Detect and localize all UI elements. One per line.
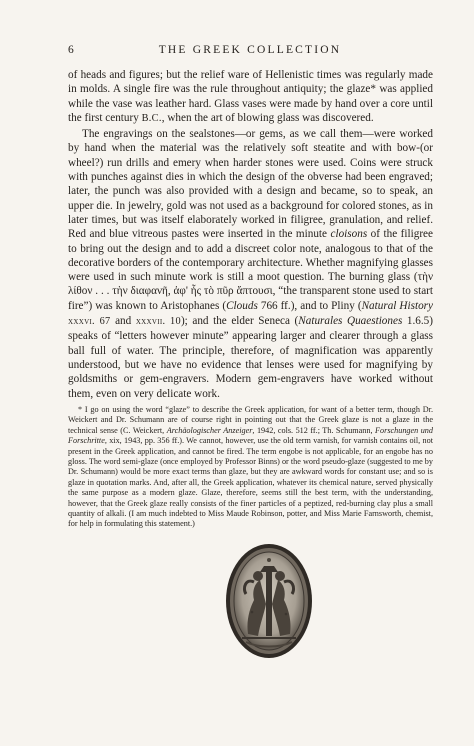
page-number: 6	[68, 44, 76, 56]
main-text	[68, 68, 433, 401]
work-title: Natural History	[361, 299, 433, 312]
work-title: Clouds	[226, 299, 258, 312]
paragraph-2: The engravings on the sealstones—or gems, as we call them—were worked by hand when the material was the relatively soft steatite and with bow-(or wheel?) run drills and emery when harder stones were used. Coins were struck with punches against dies in which the design of the obverse had been engraved; later, the punch was also provided with a design and became, so to speak, an upper die. In jewelry, gold was not used as a background for colored stones, as in later times, but was itself elaborately worked in filigree, granulation, and relief. Red and blue vitreous pastes were inserted in the minute cloisons of the filigree to bring out the design and to add a discreet color note, analogous to that of the decorative borders of the contemporary architecture. Whether magnifying glasses were used in such minute work is still a moot question. The burning glass (τὴν λίθον . . . τὴν διαφανῆ, ἀφ' ἧς τὸ πῦρ ἅπτουσι, “the transparent stone used to start fire”) was known to Aristophanes (Clouds 766 ff.), and to Pliny (Natural History xxxvi. 67 and xxxvii. 10); and the elder Seneca (Naturales Quaestiones 1.6.5) speaks of “letters however minute” appearing larger and clearer through a glass ball full of water. The principle, therefore, of magnification was apparently understood, but we have no evidence that lenses were used for magnifying by goldsmiths or gem-engravers. Modern gem-engravers have worked without them, even on very delicate work.	[68, 128, 433, 400]
sealstone-illustration	[224, 542, 314, 660]
greek-quotation: τὴν λίθον . . . τὴν διαφανῆ, ἀφ' ἧς τὸ πῦρ ἅπτουσι	[68, 271, 433, 298]
journal-title: Forschungen und Forschritte	[68, 425, 433, 446]
journal-title: Archäologischer Anzeiger	[166, 425, 253, 435]
work-title: Naturales Quaestiones	[298, 315, 403, 328]
footnote: * I go on using the word “glaze” to describe the Greek application, for want of a better term, though Dr. Weickert and Dr. Schumann are of course right in pointing out that the Greek glaze is not a glaze in the technical sense (C. Weickert, Archäologischer Anzeiger, 1942, cols. 512 ff.; Th. Schumann, Forschungen und Forschritte, xix, 1943, pp. 356 ff.). We cannot, however, use the old term varnish, for varnish contains oil, not present in the Greek application, and cannot be fired. The term engobe is not applicable, for an engobe has no gloss. The word semi-glaze (once employed by Professor Binns) or the word pseudo-glaze (suggested to me by Dr. Schumann) would be more exact terms than glaze, but they are awkward words for constant use; and so is glaze in quotation marks. And, after all, the Greek application, whatever its chemical nature, served physically the same purpose as a modern glaze. Glaze, therefore, seems still the best term, with the understanding, however, that the Greek glaze really consists of the finer particles of a peptized, red-burning clay plus a small quantity of alkali. (I am much indebted to Miss Maude Robinson, potter, and Miss Marie Farnsworth, chemist, for help in formulating this statement.)	[68, 405, 433, 529]
running-title: THE GREEK COLLECTION	[158, 44, 342, 56]
era-abbreviation: B.C.	[141, 112, 162, 124]
italic-term: cloisons	[330, 228, 368, 241]
engraved-sealstone-icon	[224, 542, 314, 660]
paragraph-1: of heads and figures; but the relief ware of Hellenistic times was regularly made in molds. A single fire was the rule throughout antiquity; the glaze* was applied while the vase was leather hard. Glass vases were made by hand over a core until the first century B.C., when the art of blowing glass was discovered.	[68, 69, 433, 124]
